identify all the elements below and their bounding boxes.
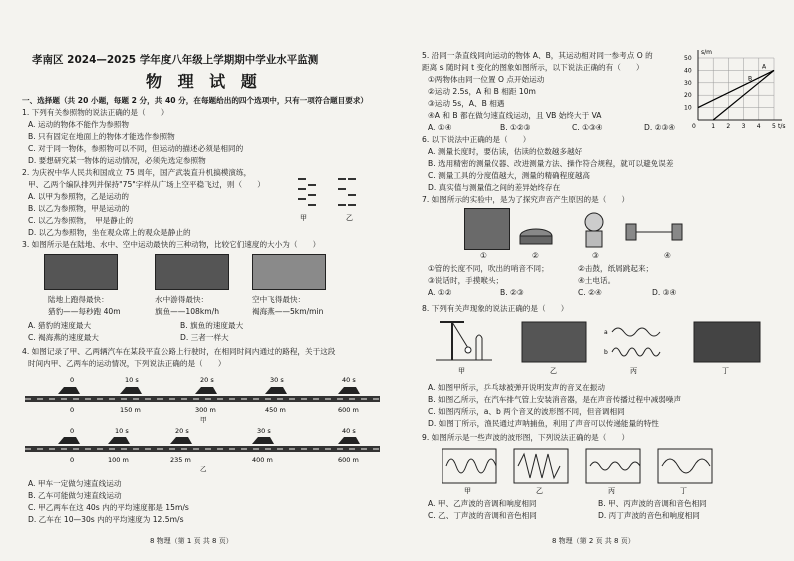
q2-option-b: B. 以乙为参照物，甲是运动的 <box>28 204 130 213</box>
q9-option-b: B. 甲、丙声波的音调和音色相同 <box>598 499 707 508</box>
yi-time-3: 30 s <box>257 427 271 435</box>
q6-option-a: A. 测量长度时，要估读，估读的位数越多越好 <box>428 147 583 156</box>
q8-stem: 8. 下列有关声现象的说法正确的是（ ） <box>422 304 569 313</box>
jia-time-4: 40 s <box>342 376 356 384</box>
q2-stem-2: 甲、乙两个编队排列并保持"75"字样从广场上空平稳飞过，则（ ） <box>28 180 265 189</box>
yi-dist-3: 400 m <box>252 456 273 464</box>
exam-title: 孝南区 2024—2025 学年度八年级上学期期中学业水平监测 <box>32 54 319 66</box>
origin-label: 0 <box>692 123 696 130</box>
q8-option-d: D. 如图丁所示，渔民通过声呐捕鱼，利用了声音可以传递能量的特性 <box>428 419 659 428</box>
wave-label-b: b <box>604 349 608 356</box>
q4-stem-2: 时间内甲、乙两车的运动情况，下列说法正确的是（ ） <box>28 359 226 368</box>
q5-option-b: B. ①②③ <box>500 123 531 132</box>
q9-label-jia: 甲 <box>464 487 471 495</box>
q2-option-c: C. 以乙为参照物， 甲是静止的 <box>28 216 134 225</box>
q3-sailfish-line2: 旗鱼——108km/h <box>155 307 220 316</box>
q9-label-ding: 丁 <box>680 487 687 495</box>
q3-option-b: B. 旗鱼的速度最大 <box>180 321 244 330</box>
q7-item-3: ③说话时，手摸喉头； <box>428 276 504 285</box>
q9-label-bing: 丙 <box>608 487 615 495</box>
q8-figures <box>432 318 792 376</box>
q5-option-c: C. ①③④ <box>572 123 603 132</box>
q3-sailfish-line1: 水中游得最快： <box>155 295 209 304</box>
y-axis-label: s/m <box>701 49 712 56</box>
q7-option-c: C. ②④ <box>578 288 602 297</box>
yi-time-0: 0 <box>70 427 75 435</box>
q4-car-figure <box>20 372 390 472</box>
q8-option-c: C. 如图丙所示，a、b 两个音叉的波形图不同，但音调相同 <box>428 407 625 416</box>
q4-option-c: C. 甲乙两车在这 40s 内的平均速度都是 15m/s <box>28 503 189 512</box>
swift-photo <box>252 254 326 290</box>
q9-option-d: D. 丙丁声波的音色和响度相同 <box>598 511 700 520</box>
yi-time-1: 10 s <box>115 427 129 435</box>
q3-swift-line1: 空中飞得最快： <box>252 295 306 304</box>
y-tick-label: 40 <box>684 67 692 75</box>
y-tick-label: 10 <box>684 104 692 112</box>
q9-option-c: C. 乙、丁声波的音调和音色相同 <box>428 511 537 520</box>
subject-title: 物 理 试 题 <box>146 72 262 91</box>
q6-option-d: D. 真实值与测量值之间的差异始终存在 <box>428 183 561 192</box>
q4-stem-1: 4. 如图记录了甲、乙两辆汽车在某段平直公路上行驶时，在相同时间内通过的路程，关于这段 <box>22 347 336 356</box>
q2-option-a: A. 以甲为参照物，乙是运动的 <box>28 192 130 201</box>
q7-option-b: B. ②③ <box>500 288 524 297</box>
sailfish-photo <box>155 254 229 290</box>
q9-stem: 9. 如图所示是一些声波的波形图，下列说法正确的是（ ） <box>422 433 630 442</box>
q7-stem: 7. 如图所示的实验中，是为了探究声音产生原因的是（ ） <box>422 195 630 204</box>
q8-option-a: A. 如图甲所示，乒乓球被弹开说明发声的音叉在振动 <box>428 383 605 392</box>
car-exhaust-photo <box>522 322 586 362</box>
q3-option-d: D. 三者一样大 <box>180 333 229 342</box>
person-icon <box>585 213 603 231</box>
series-label-A: A <box>762 63 767 71</box>
x-tick-label: 2 <box>726 123 731 130</box>
jia-time-2: 20 s <box>200 376 214 384</box>
yi-track <box>25 427 380 472</box>
q2-option-d: D. 以乙为参照物，坐在观众席上的观众是静止的 <box>28 228 191 237</box>
q1-option-d: D. 要想研究某一物体的运动情况，必须先选定参照物 <box>28 156 206 165</box>
q4-option-b: B. 乙车可能做匀速直线运动 <box>28 491 122 500</box>
q7-fig-1: ① <box>480 251 487 260</box>
x-tick-label: 5 <box>772 123 776 130</box>
q7-item-4: ④土电话。 <box>578 276 616 285</box>
x-axis-label: t/s <box>778 123 786 130</box>
yi-dist-2: 235 m <box>170 456 191 464</box>
jia-time-1: 10 s <box>125 376 139 384</box>
q9-label-yi: 乙 <box>536 487 543 495</box>
q3-option-c: C. 褐海燕的速度最大 <box>28 333 99 342</box>
q5-option-d: D. ②③④ <box>644 123 676 132</box>
jia-dist-1: 150 m <box>120 406 141 414</box>
waveform-figure <box>604 328 660 356</box>
q8-label-ding: 丁 <box>722 367 729 375</box>
yi-dist-4: 600 m <box>338 456 359 464</box>
q3-swift-line2: 褐海燕——5km/min <box>252 307 324 316</box>
q5-statement-1: ①两物体由同一位置 O 点开始运动 <box>428 75 545 84</box>
q8-label-jia: 甲 <box>458 367 465 375</box>
left-page-footer: 8 物理（第 1 页 共 8 页） <box>150 537 233 545</box>
jia-time-3: 30 s <box>270 376 284 384</box>
q3-cheetah-line1: 陆地上跑得最快： <box>48 295 109 304</box>
q7-fig-3: ③ <box>592 251 599 260</box>
q7-figures <box>514 208 684 252</box>
q1-stem: 1. 下列有关参照物的说法正确的是（ ） <box>22 108 169 117</box>
q5-stem-2: 距离 s 随时间 t 变化的图象如图所示，以下说法正确的有（ ） <box>422 63 644 72</box>
jia-dist-2: 300 m <box>195 406 216 414</box>
q8-label-yi: 乙 <box>550 367 557 375</box>
q7-pipe-photo <box>464 208 510 250</box>
q7-item-2: ②击鼓，纸屑跳起来； <box>578 264 654 273</box>
jia-time-0: 0 <box>70 376 75 384</box>
wave-label-a: a <box>604 329 608 336</box>
q1-option-b: B. 只有固定在地面上的物体才能选作参照物 <box>28 132 175 141</box>
q4-option-d: D. 乙车在 10—30s 内的平均速度为 12.5m/s <box>28 515 184 524</box>
sonar-boat-photo <box>694 322 760 362</box>
jia-dist-0: 0 <box>70 406 75 414</box>
series-label-B: B <box>748 75 753 83</box>
q2-label-yi: 乙 <box>346 214 353 222</box>
q9-option-a: A. 甲、乙声波的音调和响度相同 <box>428 499 537 508</box>
q3-cheetah-line2: 猎豹——每秒跑 40m <box>48 307 121 316</box>
q5-statement-4: ④A 和 B 都在做匀速直线运动，且 VB 始终大于 VA <box>428 111 602 120</box>
right-page-footer: 8 物理（第 2 页 共 8 页） <box>552 537 635 545</box>
jia-dist-3: 450 m <box>265 406 286 414</box>
cheetah-photo <box>44 254 118 290</box>
x-tick-label: 1 <box>711 123 716 130</box>
yi-label: 乙 <box>200 465 207 472</box>
q8-label-bing: 丙 <box>630 367 637 375</box>
jia-track <box>25 376 380 424</box>
q6-option-b: B. 选用精密的测量仪器、改进测量方法、操作符合规程，就可以避免误差 <box>428 159 674 168</box>
yi-time-2: 20 s <box>175 427 189 435</box>
q6-stem: 6. 以下说法中正确的是（ ） <box>422 135 531 144</box>
yi-dist-1: 100 m <box>108 456 129 464</box>
q7-fig-2: ② <box>532 251 539 260</box>
q5-option-a: A. ①④ <box>428 123 452 132</box>
q2-stem-1: 2. 为庆祝中华人民共和国成立 75 周年，国产武装直升机搞模演练， <box>22 168 252 177</box>
q7-item-1: ①管的长度不同，吹出的哨音不同； <box>428 264 549 273</box>
q7-option-d: D. ③④ <box>652 288 677 297</box>
y-tick-label: 20 <box>684 92 692 100</box>
y-tick-label: 50 <box>684 55 692 62</box>
q4-option-a: A. 甲车一定做匀速直线运动 <box>28 479 122 488</box>
q7-fig-4: ④ <box>664 251 671 260</box>
q9-waveforms <box>442 447 742 495</box>
q5-statement-3: ③运动 5s，A、B 相遇 <box>428 99 505 108</box>
q5-statement-2: ②运动 2.5s，A 和 B 相距 10m <box>428 87 536 96</box>
yi-dist-0: 0 <box>70 456 75 464</box>
x-tick-label: 4 <box>756 123 761 130</box>
q1-option-c: C. 对于同一物体，参照物可以不同，但运动的描述必须是相同的 <box>28 144 244 153</box>
q3-stem: 3. 如图所示是在陆地、水中、空中运动最快的三种动物，比较它们速度的大小为（ ） <box>22 240 321 249</box>
q2-label-jia: 甲 <box>300 214 307 222</box>
y-tick-label: 30 <box>684 79 692 87</box>
q6-option-c: C. 测量工具的分度值越大，测量的精确程度越高 <box>428 171 591 180</box>
q5-stem-1: 5. 沿同一条直线同向运动的物体 A、B，其运动相对同一参考点 O 的 <box>422 51 653 60</box>
q3-option-a: A. 猎豹的速度最大 <box>28 321 92 330</box>
q5-st-chart <box>684 46 792 132</box>
x-tick-label: 3 <box>741 123 746 130</box>
q1-option-a: A. 运动的物体不能作为参照物 <box>28 120 130 129</box>
jia-dist-4: 600 m <box>338 406 359 414</box>
q8-option-b: B. 如图乙所示，在汽车排气管上安装消音器，是在声音传播过程中减弱噪声 <box>428 395 682 404</box>
tuning-fork-figure <box>436 322 492 360</box>
q2-helicopter-figure <box>290 172 380 227</box>
yi-time-4: 40 s <box>342 427 356 435</box>
jia-label: 甲 <box>200 416 207 424</box>
section-heading: 一、选择题（共 20 小题，每题 2 分，共 40 分，在每题给出的四个选项中，只有一项符合题目要求） <box>22 96 369 105</box>
right-page <box>402 0 794 561</box>
q7-option-a: A. ①② <box>428 288 452 297</box>
